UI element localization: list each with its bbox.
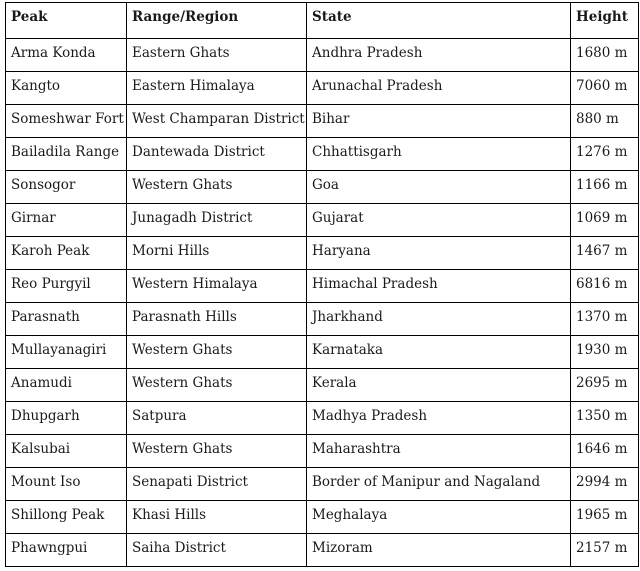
state-cell: Arunachal Pradesh [307, 72, 571, 105]
state-cell: Mizoram [307, 534, 571, 567]
peak-cell: Someshwar Fort [6, 105, 127, 138]
peak-cell: Kalsubai [6, 435, 127, 468]
peak-cell: Parasnath [6, 303, 127, 336]
range-region-cell: Morni Hills [127, 237, 307, 270]
state-cell: Chhattisgarh [307, 138, 571, 171]
height-cell: 1646 m [571, 435, 639, 468]
height-cell: 2157 m [571, 534, 639, 567]
range-region-cell: Western Ghats [127, 369, 307, 402]
column-header-peak: Peak [6, 3, 127, 39]
peaks-table [5, 2, 639, 567]
peak-cell: Mullayanagiri [6, 336, 127, 369]
height-cell: 6816 m [571, 270, 639, 303]
range-region-cell: Eastern Ghats [127, 39, 307, 72]
range-region-cell: Junagadh District [127, 204, 307, 237]
state-cell: Meghalaya [307, 501, 571, 534]
state-cell: Andhra Pradesh [307, 39, 571, 72]
table-row [6, 336, 639, 369]
state-cell: Bihar [307, 105, 571, 138]
range-region-cell: Saiha District [127, 534, 307, 567]
height-cell: 1965 m [571, 501, 639, 534]
peak-cell: Sonsogor [6, 171, 127, 204]
height-cell: 2994 m [571, 468, 639, 501]
peak-cell: Bailadila Range [6, 138, 127, 171]
table-row [6, 237, 639, 270]
range-region-cell: Western Ghats [127, 336, 307, 369]
range-region-cell: Eastern Himalaya [127, 72, 307, 105]
range-region-cell: Western Himalaya [127, 270, 307, 303]
peak-cell: Shillong Peak [6, 501, 127, 534]
range-region-cell: Western Ghats [127, 171, 307, 204]
peak-cell: Arma Konda [6, 39, 127, 72]
peak-cell: Dhupgarh [6, 402, 127, 435]
table-row [6, 204, 639, 237]
column-header-range-region: Range/Region [127, 3, 307, 39]
table-row [6, 303, 639, 336]
height-cell: 1350 m [571, 402, 639, 435]
peak-cell: Mount Iso [6, 468, 127, 501]
peak-cell: Karoh Peak [6, 237, 127, 270]
height-cell: 1467 m [571, 237, 639, 270]
table-row [6, 369, 639, 402]
table-row [6, 105, 639, 138]
column-header-height: Height [571, 3, 639, 39]
range-region-cell: Senapati District [127, 468, 307, 501]
height-cell: 1680 m [571, 39, 639, 72]
height-cell: 7060 m [571, 72, 639, 105]
table-row [6, 402, 639, 435]
height-cell: 1370 m [571, 303, 639, 336]
state-cell: Gujarat [307, 204, 571, 237]
height-cell: 1069 m [571, 204, 639, 237]
column-header-state: State [307, 3, 571, 39]
table-row [6, 468, 639, 501]
height-cell: 1930 m [571, 336, 639, 369]
range-region-cell: Khasi Hills [127, 501, 307, 534]
state-cell: Haryana [307, 237, 571, 270]
table-body [6, 39, 639, 567]
table-row [6, 501, 639, 534]
peak-cell: Phawngpui [6, 534, 127, 567]
peak-cell: Anamudi [6, 369, 127, 402]
table-row [6, 72, 639, 105]
table-row [6, 435, 639, 468]
peak-cell: Girnar [6, 204, 127, 237]
state-cell: Madhya Pradesh [307, 402, 571, 435]
state-cell: Karnataka [307, 336, 571, 369]
state-cell: Maharashtra [307, 435, 571, 468]
range-region-cell: Dantewada District [127, 138, 307, 171]
range-region-cell: Parasnath Hills [127, 303, 307, 336]
peak-cell: Kangto [6, 72, 127, 105]
height-cell: 880 m [571, 105, 639, 138]
height-cell: 1276 m [571, 138, 639, 171]
state-cell: Goa [307, 171, 571, 204]
range-region-cell: West Champaran District [127, 105, 307, 138]
state-cell: Jharkhand [307, 303, 571, 336]
header-row [6, 3, 639, 39]
state-cell: Himachal Pradesh [307, 270, 571, 303]
table-row [6, 270, 639, 303]
range-region-cell: Satpura [127, 402, 307, 435]
peak-cell: Reo Purgyil [6, 270, 127, 303]
height-cell: 2695 m [571, 369, 639, 402]
state-cell: Kerala [307, 369, 571, 402]
table-row [6, 39, 639, 72]
state-cell: Border of Manipur and Nagaland [307, 468, 571, 501]
table-row [6, 534, 639, 567]
table-row [6, 138, 639, 171]
height-cell: 1166 m [571, 171, 639, 204]
range-region-cell: Western Ghats [127, 435, 307, 468]
table-row [6, 171, 639, 204]
